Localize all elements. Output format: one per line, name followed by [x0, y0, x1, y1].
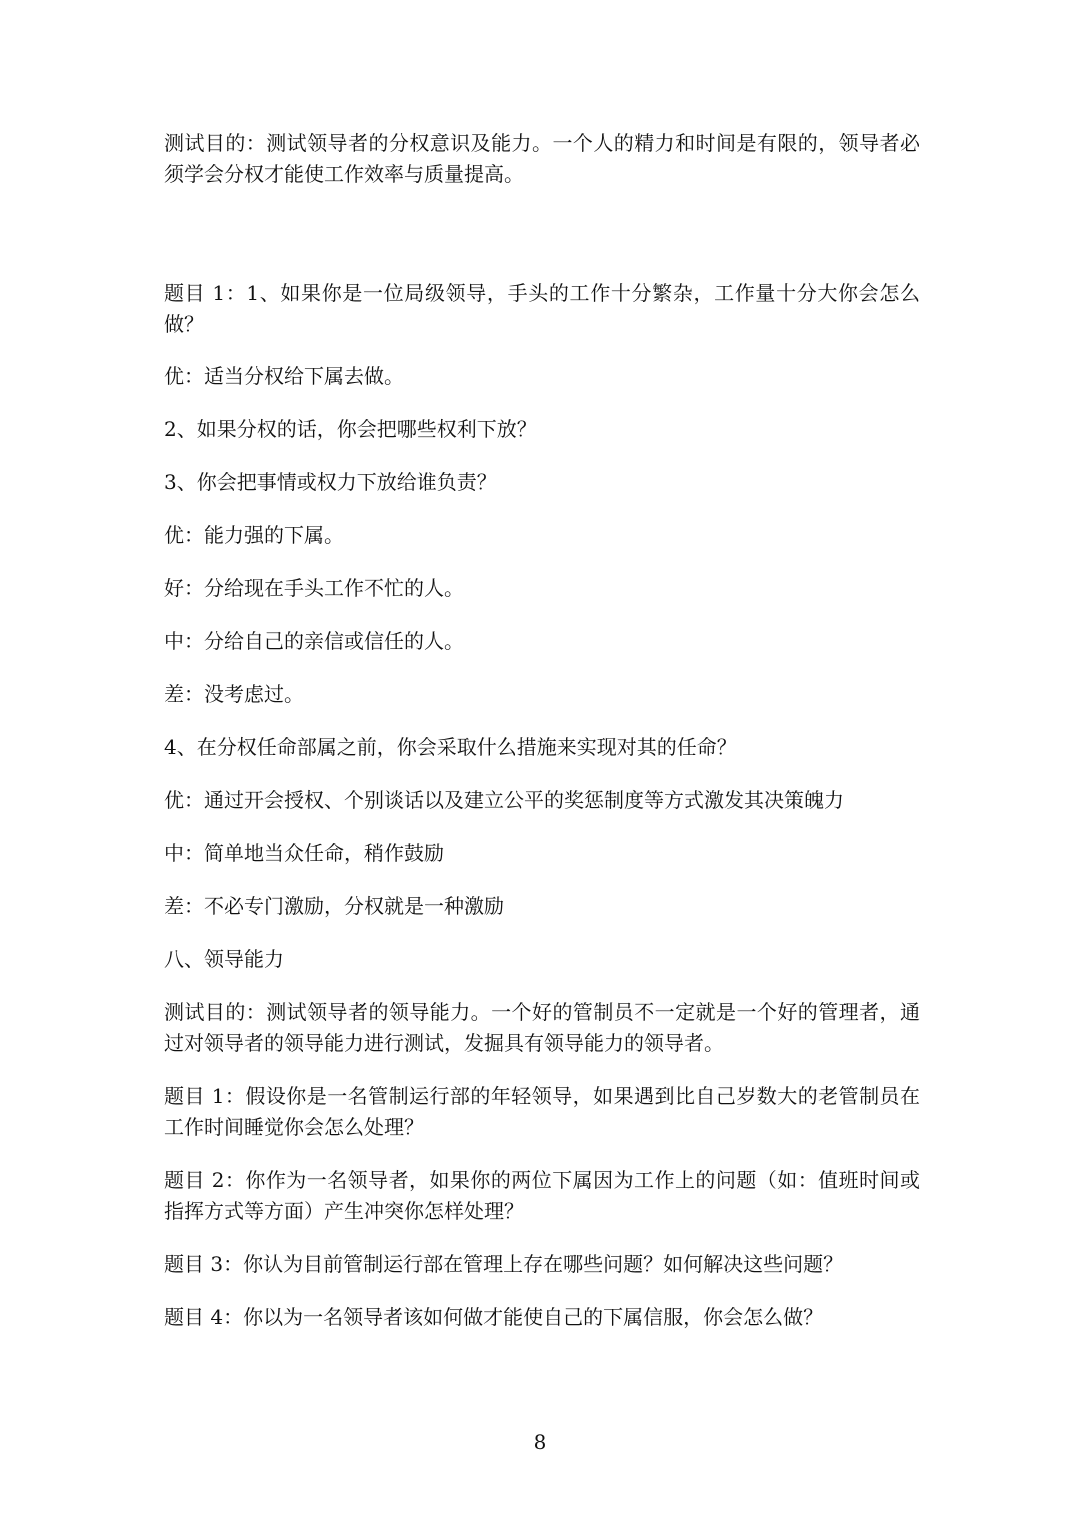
answer-paragraph: 差：没考虑过。	[164, 682, 304, 706]
page-number: 8	[533, 1430, 547, 1454]
answer-paragraph: 差：不必专门激励，分权就是一种激励	[164, 894, 504, 918]
answer-paragraph: 中：分给自己的亲信或信任的人。	[164, 629, 464, 653]
question-paragraph: 2、如果分权的话，你会把哪些权利下放？	[164, 417, 537, 441]
question-paragraph: 题目 1：1、如果你是一位局级领导，手头的工作十分繁杂，工作量十分大你会怎么做？	[164, 281, 920, 336]
answer-paragraph: 优：适当分权给下属去做。	[164, 364, 404, 388]
test-purpose-paragraph: 测试目的：测试领导者的分权意识及能力。一个人的精力和时间是有限的，领导者必须学会分权才能使工作效率与质量提高。	[164, 131, 920, 186]
question-paragraph: 题目 1：假设你是一名管制运行部的年轻领导，如果遇到比自己岁数大的老管制员在工作时间睡觉你会怎么处理？	[164, 1084, 920, 1139]
page-body	[164, 128, 920, 1333]
answer-paragraph: 好：分给现在手头工作不忙的人。	[164, 576, 464, 600]
question-paragraph: 题目 3：你认为目前管制运行部在管理上存在哪些问题？如何解决这些问题？	[164, 1252, 844, 1276]
question-paragraph: 4、在分权任命部属之前，你会采取什么措施来实现对其的任命？	[164, 735, 737, 759]
test-purpose-paragraph: 测试目的：测试领导者的领导能力。一个好的管制员不一定就是一个好的管理者，通过对领导者的领导能力进行测试，发掘具有领导能力的领导者。	[164, 1000, 920, 1055]
question-paragraph: 题目 2：你作为一名领导者，如果你的两位下属因为工作上的问题（如：值班时间或指挥方式等方面）产生冲突你怎样处理？	[164, 1168, 920, 1223]
answer-paragraph: 优：通过开会授权、个别谈话以及建立公平的奖惩制度等方式激发其决策魄力	[164, 788, 844, 812]
question-paragraph: 题目 4：你以为一名领导者该如何做才能使自己的下属信服，你会怎么做？	[164, 1305, 824, 1329]
section-heading: 八、领导能力	[164, 947, 284, 971]
answer-paragraph: 中：简单地当众任命，稍作鼓励	[164, 841, 444, 865]
answer-paragraph: 优：能力强的下属。	[164, 523, 344, 547]
question-paragraph: 3、你会把事情或权力下放给谁负责？	[164, 470, 497, 494]
